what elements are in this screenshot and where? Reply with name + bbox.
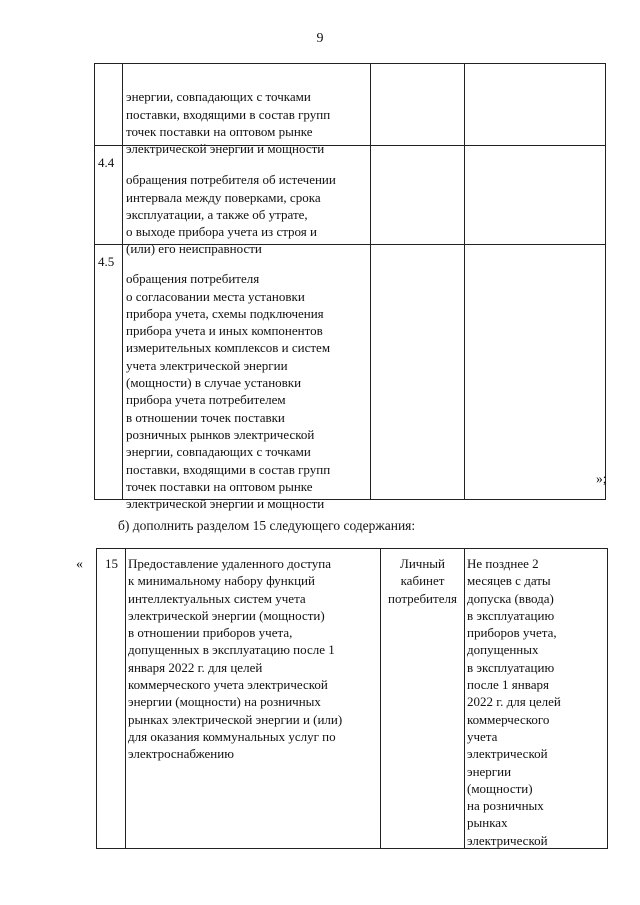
row-text: энергии, совпадающих с точками поставки, входящими в состав групп точек поставки на оптовом рынке электрической энергии и мощности: [126, 89, 331, 157]
service-description: Предоставление удаленного доступа к минимальному набору функций интеллектуальных систем учета электрической энергии (мощности) в отношении приборов учета, допущенных в эксплуатацию после 1 января 2022 г. для целей коммерческого учета электрической энергии (мощности) на розничных рынках электрической энергии и (или) для оказания коммунальных услуг по электроснабжению: [128, 556, 343, 762]
row-number: 4.4: [98, 155, 115, 170]
row-text: обращения потребителя об истечении интервала между поверками, срока эксплуатации, а также об утрате, о выходе прибора учета из строя и (или) его неисправности: [126, 172, 336, 257]
table-section-15: [96, 548, 608, 849]
section-intro-text: б) дополнить разделом 15 следующего содержания:: [118, 518, 416, 533]
deadline-text: Не позднее 2 месяцев с даты допуска (ввода) в эксплуатацию приборов учета, допущенных в эксплуатацию после 1 января 2022 г. для целей коммерческого учета электрической энергии (мощности) на розничных рынках электрической: [467, 556, 561, 848]
closing-quote-mark: »;: [596, 471, 607, 486]
row-number: 15: [105, 556, 118, 571]
row-number: 4.5: [98, 254, 115, 269]
opening-quote-mark: «: [76, 557, 83, 572]
page-number: 9: [316, 31, 324, 46]
table-row: [126, 71, 370, 157]
table-row: [126, 154, 370, 258]
row-text: обращения потребителя о согласовании места установки прибора учета, схемы подключения прибора учета и иных компонентов измерительных комплексов и систем учета электрической энергии (мощности) в случае установки прибора учета потребителем в отношении точек поставки розничных рынков электрической энергии, совпадающих с точками поставки, входящими в состав групп точек поставки на оптовом рынке электрической энергии и мощности: [126, 271, 331, 512]
table-row: [126, 253, 370, 512]
table-continuation: [94, 63, 606, 512]
access-method: Личный кабинет потребителя: [388, 556, 457, 606]
